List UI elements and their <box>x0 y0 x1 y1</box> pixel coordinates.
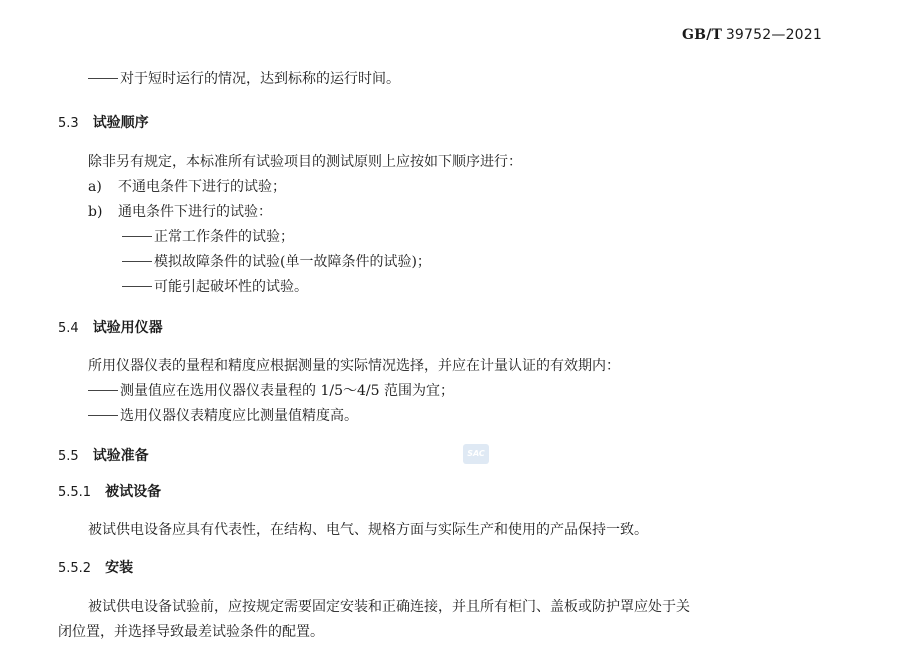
list-item-b <box>88 203 272 221</box>
paragraph-5-5-2-line1 <box>88 598 690 616</box>
dash-item-text: 测量值应在选用仪器仪表量程的 1/5～4/5 范围为宜； <box>120 383 454 399</box>
dash-icon <box>122 261 152 262</box>
paragraph-5-5-2-line2 <box>58 623 324 641</box>
section-heading-5-5 <box>58 447 149 466</box>
list-item-a <box>88 178 286 196</box>
section-heading-5-4 <box>58 319 163 338</box>
paragraph-5-5-1 <box>88 521 648 539</box>
dash-item-text: 可能引起破坏性的试验。 <box>154 279 308 295</box>
list-marker: b) <box>88 204 103 220</box>
dash-item-b3 <box>122 278 308 296</box>
paragraph-5-3-intro <box>88 153 522 171</box>
section-title: 安装 <box>105 560 134 576</box>
paragraph-text: 除非另有规定，本标准所有试验项目的测试原则上应按如下顺序进行： <box>88 154 522 170</box>
standard-number: 39752—2021 <box>725 27 822 43</box>
list-item-text: 不通电条件下进行的试验； <box>118 179 286 195</box>
section-heading-5-5-1 <box>58 483 161 502</box>
dash-item-text: 选用仪器仪表精度应比测量值精度高。 <box>120 408 358 424</box>
section-title: 试验顺序 <box>92 115 149 131</box>
dash-icon <box>122 286 152 287</box>
standard-prefix: GB/T <box>682 27 723 43</box>
dash-item-text: 正常工作条件的试验； <box>154 229 294 245</box>
section-number: 5.5.1 <box>58 485 92 500</box>
section-number: 5.3 <box>58 116 79 131</box>
dash-item-text: 模拟故障条件的试验(单一故障条件的试验)； <box>154 254 431 270</box>
section-heading-5-3 <box>58 114 149 133</box>
paragraph-text: 对于短时运行的情况，达到标称的运行时间。 <box>120 71 400 87</box>
dash-item-5-4-1 <box>88 382 454 400</box>
list-item-text: 通电条件下进行的试验： <box>118 204 272 220</box>
standard-header <box>682 27 822 44</box>
section-title: 试验准备 <box>92 448 149 464</box>
section-number: 5.5 <box>58 449 79 464</box>
section-number: 5.4 <box>58 321 79 336</box>
section-heading-5-5-2 <box>58 559 133 578</box>
paragraph-text: 被试供电设备应具有代表性，在结构、电气、规格方面与实际生产和使用的产品保持一致。 <box>88 522 648 538</box>
paragraph-short-time <box>88 70 400 88</box>
paragraph-text: 闭位置，并选择导致最差试验条件的配置。 <box>58 624 324 640</box>
list-marker: a) <box>88 179 102 195</box>
section-number: 5.5.2 <box>58 561 92 576</box>
section-title: 被试设备 <box>105 484 162 500</box>
paragraph-5-4-intro <box>88 357 620 375</box>
sac-logo-icon: SAC <box>463 444 489 464</box>
dash-item-5-4-2 <box>88 407 358 425</box>
dash-item-b1 <box>122 228 294 246</box>
dash-icon <box>88 390 118 391</box>
section-title: 试验用仪器 <box>92 320 163 336</box>
dash-item-b2 <box>122 253 431 271</box>
paragraph-text: 所用仪器仪表的量程和精度应根据测量的实际情况选择，并应在计量认证的有效期内： <box>88 358 620 374</box>
dash-icon <box>88 78 118 79</box>
paragraph-text: 被试供电设备试验前，应按规定需要固定安装和正确连接，并且所有柜门、盖板或防护罩应处于关 <box>88 599 690 615</box>
dash-icon <box>122 236 152 237</box>
dash-icon <box>88 415 118 416</box>
